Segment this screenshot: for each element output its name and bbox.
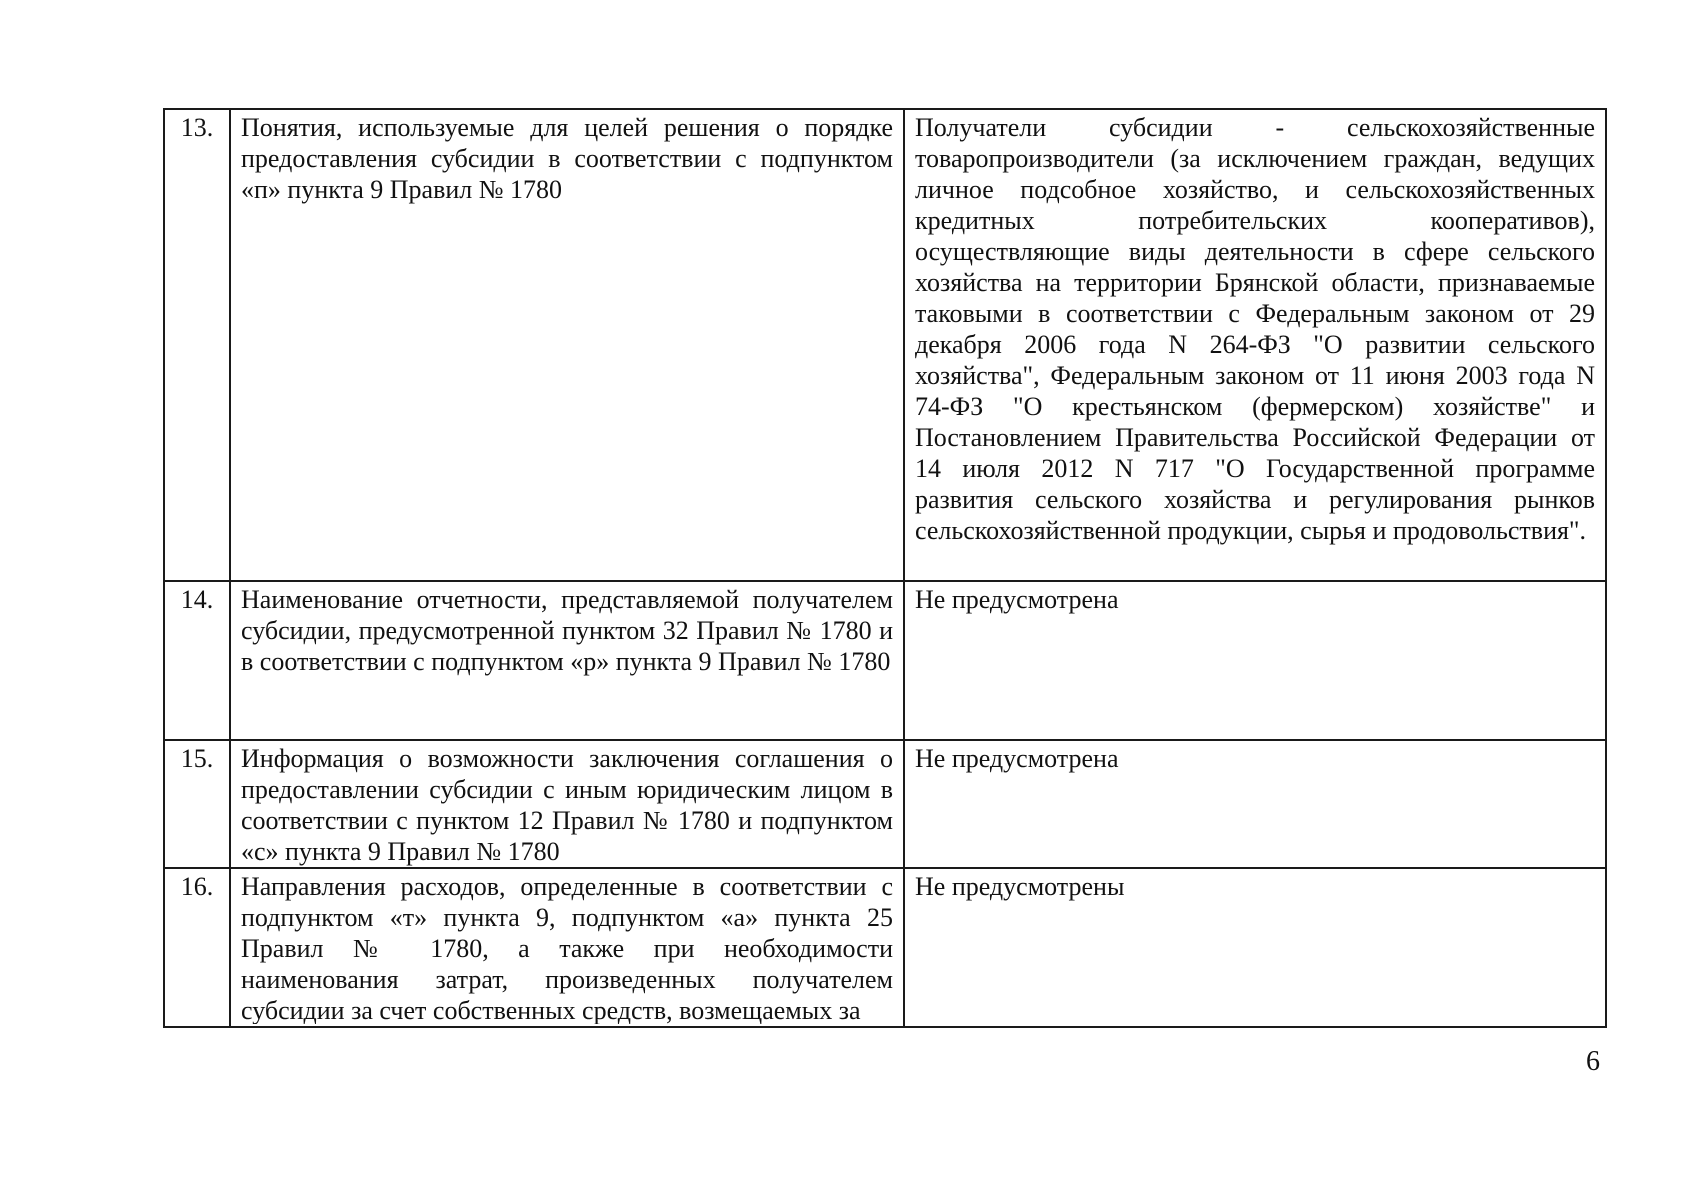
row-value: Не предусмотрена [904,740,1606,868]
requirements-table [163,108,1607,1028]
row-number: 15. [164,740,230,868]
row-description-cell [230,868,904,1027]
table-row [164,868,1606,1027]
page-number: 6 [1586,1046,1600,1077]
row-description: Понятия, используемые для целей решения о порядке предоставления субсидии в соответствии с подпунктом «п» пункта 9 Правил № 1780 [230,109,904,581]
row-number: 14. [164,581,230,740]
table-row [164,740,1606,868]
table-row [164,581,1606,740]
row-number: 16. [164,868,230,1027]
row-number: 13. [164,109,230,581]
row-description: Информация о возможности заключения соглашения о предоставлении субсидии с иным юридическим лицом в соответствии с пунктом 12 Правил № 1780 и подпунктом «с» пункта 9 Правил № 1780 [230,740,904,868]
row-description: Направления расходов, определенные в соответствии с подпунктом «т» пункта 9, подпунктом «а» пункта 25 Правил № 1780, а также при необходимости наименования затрат, произведенных получателем субсидии за счет собственных средств, возмещаемых за [241,872,893,1024]
row-value: Не предусмотрены [904,868,1606,1027]
row-description: Наименование отчетности, представляемой получателем субсидии, предусмотренной пунктом 32 Правил № 1780 и в соответствии с подпунктом «р» пункта 9 Правил № 1780 [230,581,904,740]
row-value: Получатели субсидии - сельскохозяйственные товаропроизводители (за исключением граждан, ведущих личное подсобное хозяйство, и сельскохозяйственных кредитных потребительских кооперативов), осуществляющие виды деятельности в сфере сельского хозяйства на территории Брянской области, признаваемые таковыми в соответствии с Федеральным законом от 29 декабря 2006 года N 264-ФЗ "О развитии сельского хозяйства", Федеральным законом от 11 июня 2003 года N 74-ФЗ "О крестьянском (фермерском) хозяйстве" и Постановлением Правительства Российской Федерации от 14 июля 2012 N 717 "О Государственной программе развития сельского хозяйства и регулирования рынков сельскохозяйственной продукции, сырья и продовольствия". [904,109,1606,581]
table-row [164,109,1606,581]
row-value: Не предусмотрена [904,581,1606,740]
